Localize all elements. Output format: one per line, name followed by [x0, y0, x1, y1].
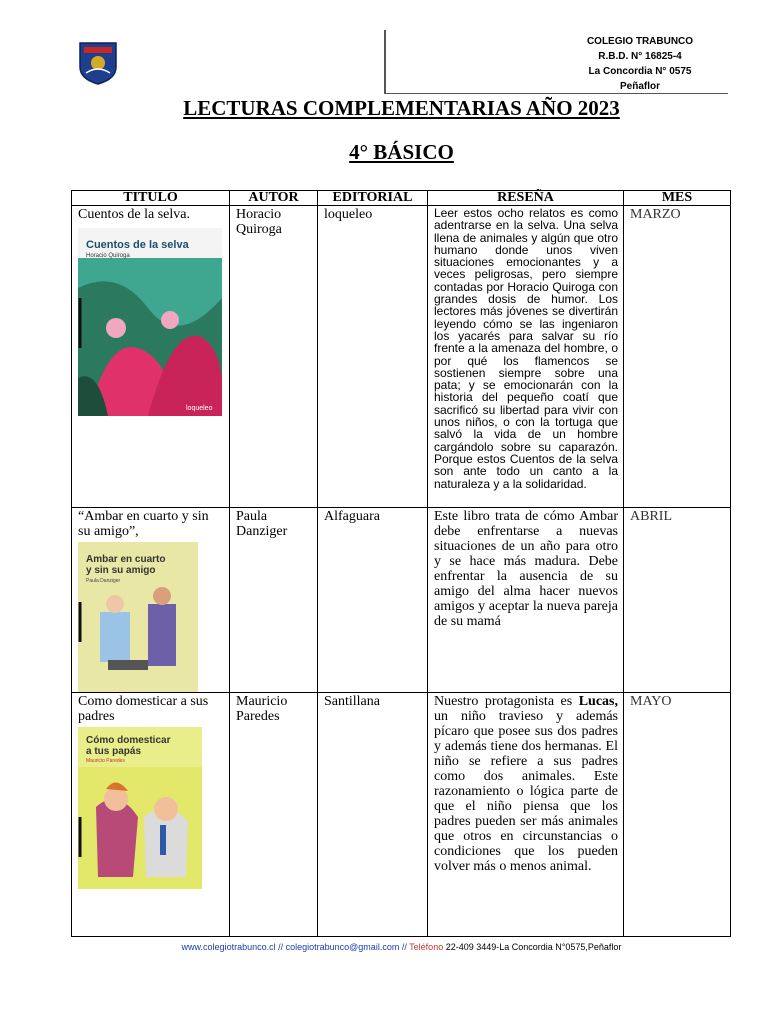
book-author: Horacio Quiroga — [236, 207, 282, 237]
cover-author: Horacio Quiroga — [86, 253, 130, 259]
cell-editorial — [318, 508, 428, 693]
book-publisher: Santillana — [324, 694, 380, 709]
book-review: Leer estos ocho relatos es como adentrarse en la selva. Una selva llena de animales y algún que otro humano donde unos viven situaciones emocionantes y a veces peligrosas, pero siempre contadas por Horacio Quiroga con grandes dosis de humor. Los lectores más jóvenes se divertirán leyendo cómo se las ingeniaron los yacarés para salvar su río frente a la amenaza del hombre, o por qué los flamencos se sostienen siempre sobre una pata; y se emocionarán con la historia del pequeño coatí que sacrificó su libertad para vivir con unos niños, o con la tortuga que salvó la vida de un hombre cargándolo sobre su caparazón. Porque estos Cuentos de la selva son ante todo un canto a la naturaleza y a la solidaridad. — [434, 206, 618, 491]
book-author: Mauricio Paredes — [236, 694, 288, 724]
book-month: MAYO — [630, 694, 672, 709]
cell-autor — [230, 693, 318, 937]
page-footer: www.colegiotrabunco.cl // colegiotrabunco@gmail.com // Teléfono 22-409 3449-La Concordia N°0575,Peñaflor — [181, 942, 622, 952]
cell-autor — [230, 508, 318, 693]
cell-autor — [230, 206, 318, 508]
reading-list-table — [71, 190, 731, 937]
footer-phone-label: Teléfono — [409, 942, 444, 952]
header-divider-vertical — [384, 30, 386, 94]
school-info — [545, 34, 735, 94]
cell-editorial — [318, 693, 428, 937]
table-header-row — [72, 191, 731, 206]
cell-resena — [428, 206, 624, 508]
footer-website-link[interactable]: www.colegiotrabunco.cl — [181, 942, 276, 952]
cover-author: Paula Danziger — [86, 578, 121, 584]
book-month: MARZO — [630, 207, 681, 222]
cover-publisher: loqueleo — [186, 405, 213, 412]
cell-titulo — [72, 508, 230, 693]
cell-resena — [428, 693, 624, 937]
footer-contact: 22-409 3449-La Concordia N°0575,Peñaflor — [443, 942, 622, 952]
book-publisher: loqueleo — [324, 207, 373, 222]
header-autor: AUTOR — [230, 191, 318, 206]
book-title: Cuentos de la selva. — [78, 207, 190, 222]
school-name: COLEGIO TRABUNCO — [586, 36, 694, 47]
school-shield-logo — [78, 41, 118, 85]
cell-titulo — [72, 206, 230, 508]
cover-author: Mauricio Paredes — [86, 758, 125, 764]
cell-mes — [624, 693, 731, 937]
document-title: LECTURAS COMPLEMENTARIAS AÑO 2023 — [183, 96, 620, 120]
table-row — [72, 206, 731, 508]
book-author: Paula Danziger — [236, 509, 288, 539]
book-cover-ambar — [78, 542, 198, 692]
book-publisher: Alfaguara — [324, 509, 380, 524]
header-editorial: EDITORIAL — [318, 191, 428, 206]
header-mes: MES — [624, 191, 731, 206]
book-month: ABRIL — [630, 509, 672, 524]
footer-email-link[interactable]: colegiotrabunco@gmail.com — [285, 942, 400, 952]
document-subtitle: 4° BÁSICO — [349, 140, 454, 164]
book-title: “Ambar en cuarto y sin su amigo”, — [78, 509, 209, 539]
school-city: Peñaflor — [619, 81, 660, 92]
table-row — [72, 508, 731, 693]
cover-title: Cómo domesticar a tus papás — [86, 735, 171, 757]
table-row — [72, 693, 731, 937]
school-address: La Concordia N° 0575 — [588, 66, 692, 77]
book-title: Como domesticar a sus padres — [78, 694, 209, 724]
school-rbd: R.B.D. N° 16825-4 — [598, 51, 682, 62]
cell-resena — [428, 508, 624, 693]
cover-title: Cuentos de la selva — [86, 239, 189, 251]
book-cover-cuentos-de-la-selva — [78, 228, 222, 416]
header-resena: RESEÑA — [428, 191, 624, 206]
cell-mes — [624, 206, 731, 508]
cell-editorial — [318, 206, 428, 508]
book-review: Nuestro protagonista es Lucas, un niño travieso y además pícaro que posee sus dos padres y además tiene dos hermanas. El niño se refiere a sus padres como dos animales. Este razonamiento o lógica parte de que el niño piensa que los padres pueden ser más animales que otros en circunstancias o condiciones que los pueden volver más o menos animal. — [434, 694, 618, 874]
cell-titulo — [72, 693, 230, 937]
protagonist-name: Lucas, — [578, 694, 618, 709]
cover-title: Ambar en cuarto y sin su amigo — [86, 554, 166, 576]
book-cover-domesticar — [78, 727, 202, 889]
book-review: Este libro trata de cómo Ambar debe enfrentarse a nuevas situaciones de un año para otro y se hace más madura. Debe enfrentar la ausencia de su amigo del alma hacer nuevos amigos y aceptar la nueva pareja de su mamá — [434, 509, 618, 629]
header-titulo: TITULO — [72, 191, 230, 206]
cell-mes — [624, 508, 731, 693]
letterhead — [0, 0, 768, 96]
